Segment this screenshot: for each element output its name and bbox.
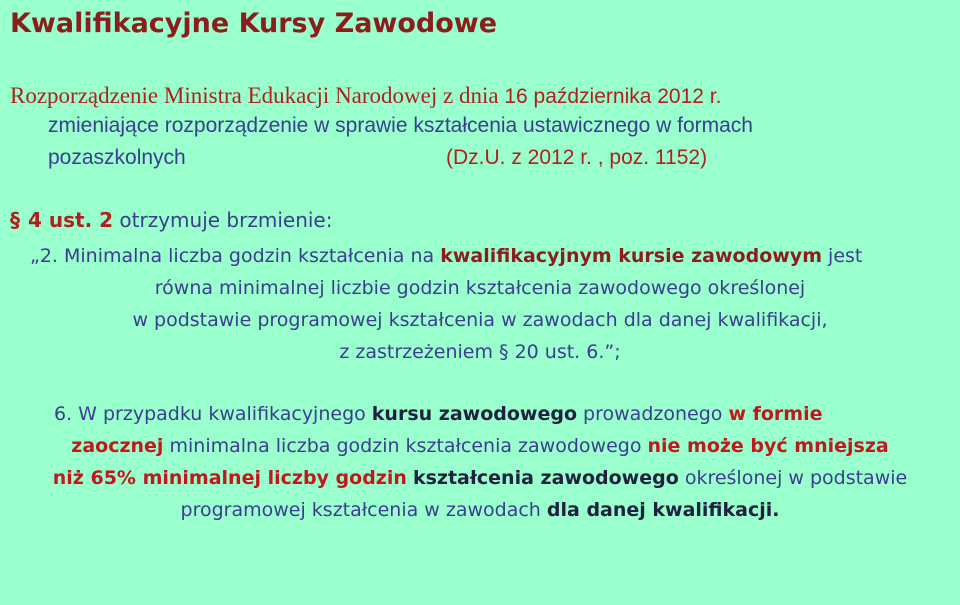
point-6-line-4 (0, 494, 960, 526)
point-2-line-1-suffix: jest (822, 245, 863, 267)
point-2-text (0, 240, 960, 368)
point-2-section-symbol: § (499, 341, 509, 363)
point-6-l3-a: niż 65% minimalnej liczby godzin (52, 467, 407, 489)
point-6-l1-b: kursu zawodowego (371, 403, 578, 425)
point-2-line-3: w podstawie programowej kształcenia w zawodach dla danej kwalifikacji, (132, 309, 828, 331)
point-2-line-4 (0, 336, 960, 368)
point-6-l4-b: dla danej kwalifikacji. (546, 499, 780, 521)
paragraph-heading (10, 208, 332, 232)
point-6-text (0, 398, 960, 526)
slide-title: Kwalifikacyjne Kursy Zawodowe (10, 8, 498, 39)
point-2-line-1-prefix: „2. Minimalna liczba godzin kształcenia na (30, 245, 441, 267)
regulation-date: 16 października 2012 r. (504, 85, 722, 108)
point-6-l3-d: określonej w podstawie (678, 467, 908, 489)
point-2-line-1 (0, 240, 960, 272)
point-6-l4-a: programowej kształcenia w zawodach (180, 499, 547, 521)
point-6-line-2 (0, 430, 960, 462)
point-2-line-4-suffix: 20 ust. 6.”; (508, 341, 621, 363)
point-6-l2-b: minimalna liczba godzin kształcenia zawodowego (163, 435, 648, 457)
point-2-line-2: równa minimalnej liczbie godzin kształcenia zawodowego określonej (154, 277, 806, 299)
point-6-l1-d: w formie (728, 403, 823, 425)
point-6-line-1 (0, 398, 960, 430)
point-6-l1-c: prowadzonego (577, 403, 729, 425)
regulation-name: Rozporządzenie Ministra Edukacji Narodowej z dnia (10, 83, 505, 108)
paragraph-rest: otrzymuje brzmienie: (113, 208, 333, 232)
regulation-line-3: pozaszkolnych (48, 146, 186, 169)
point-6-l2-a: zaocznej (71, 435, 164, 457)
point-2-bold-phrase: kwalifikacyjnym kursie zawodowym (440, 245, 822, 267)
point-6-line-3 (0, 462, 960, 494)
regulation-line-1 (10, 83, 721, 109)
regulation-reference: (Dz.U. z 2012 r. , poz. 1152) (446, 146, 708, 169)
regulation-line-2: zmieniające rozporządzenie w sprawie kształcenia ustawicznego w formach (48, 114, 753, 137)
point-6-l3-c: kształcenia zawodowego (412, 467, 679, 489)
point-6-l1-a: 6. W przypadku kwalifikacyjnego (54, 403, 372, 425)
point-6-l2-c: nie może być mniejsza (647, 435, 889, 457)
paragraph-number: 4 ust. 2 (28, 208, 114, 232)
point-2-line-4-prefix: z zastrzeżeniem (339, 341, 500, 363)
section-symbol: § (10, 208, 20, 232)
